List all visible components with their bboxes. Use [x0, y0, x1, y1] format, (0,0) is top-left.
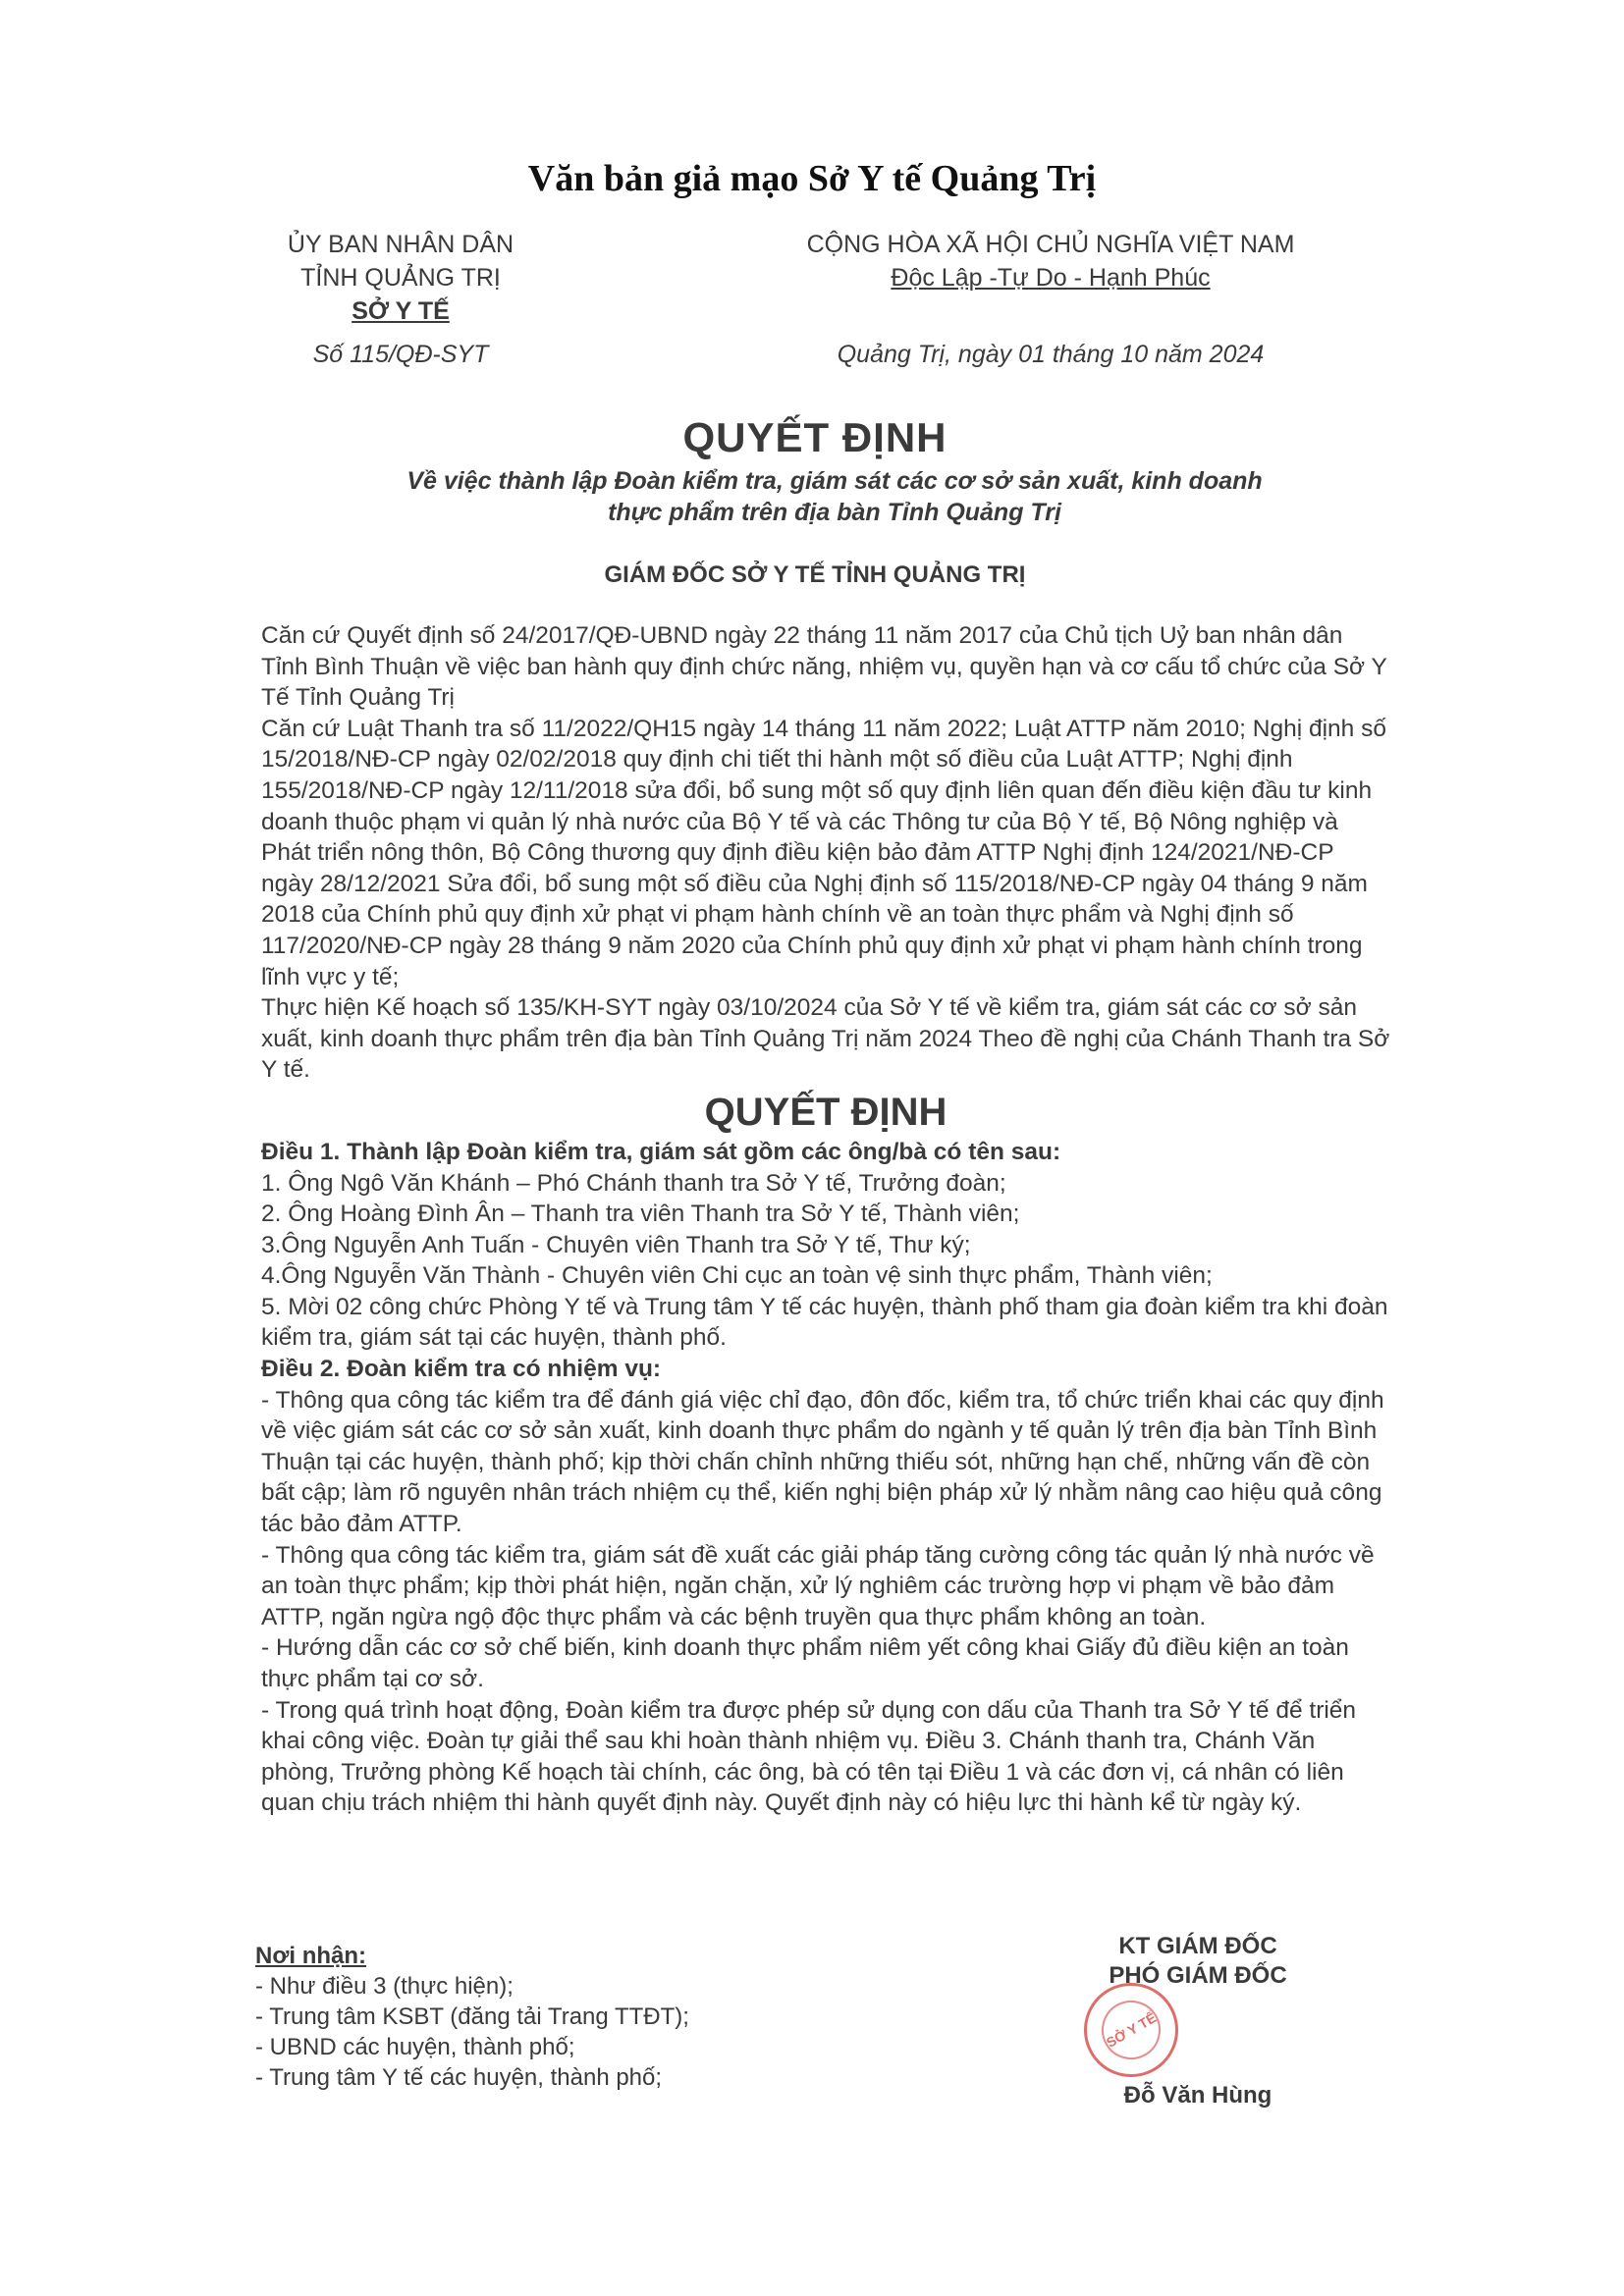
province-line: TỈNH QUẢNG TRỊ	[300, 264, 501, 292]
document-scan	[226, 228, 1404, 2152]
recipient-item: - UBND các huyện, thành phố;	[255, 2034, 575, 2060]
document-number: Số 115/QĐ-SYT	[312, 341, 489, 368]
authority-line: ỦY BAN NHÂN DÂN	[287, 231, 514, 258]
subtitle-line-1: Về việc thành lập Đoàn kiểm tra, giám sát các cơ sở sản xuất, kinh doanh	[406, 467, 1263, 495]
signature-title-2: PHÓ GIÁM ĐỐC	[1109, 1962, 1287, 1989]
director-heading: GIÁM ĐỐC SỞ Y TẾ TỈNH QUẢNG TRỊ	[604, 561, 1026, 588]
duty-item: - Thông qua công tác kiểm tra, giám sát đề xuất các giải pháp tăng cường công tác quản lý nhà nước về an toàn thực phẩm; kịp thời phát hiện, ngăn chặn, xử lý nghiêm các trường hợp vi phạm về bảo đảm ATTP, ngăn ngừa ngộ độc thực phẩm và các bệnh truyền qua thực phẩm không an toàn.	[261, 1541, 1375, 1630]
member-item: 1. Ông Ngô Văn Khánh – Phó Chánh thanh tra Sở Y tế, Trưởng đoàn;	[261, 1169, 1006, 1197]
article-2-title: Điều 2. Đoàn kiểm tra có nhiệm vụ:	[261, 1356, 662, 1383]
duty-item: - Thông qua công tác kiểm tra để đánh giá việc chỉ đạo, đôn đốc, kiểm tra, tổ chức triển khai các quy định về việc giám sát các cơ sở sản xuất, kinh doanh thực phẩm do ngành y tế quản lý trên địa bàn Tỉnh Bình Thuận tại các huyện, thành phố; kịp thời chấn chỉnh những thiếu sót, những hạn chế, những vấn đề còn bất cập; làm rõ nguyên nhân trách nhiệm cụ thể, kiến nghị biện pháp xử lý nhằm nâng cao hiệu quả công tác bảo đảm ATTP.	[261, 1386, 1384, 1538]
signer-name: Đỗ Văn Hùng	[1123, 2082, 1272, 2109]
header-left	[244, 228, 558, 371]
document-subtitle	[344, 465, 1326, 528]
department-name: SỞ Y TẾ	[352, 297, 450, 325]
article-1-title: Điều 1. Thành lập Đoàn kiểm tra, giám sát gồm các ông/bà có tên sau:	[261, 1138, 1061, 1165]
seal-text: SỞ Y TẾ	[1091, 1990, 1171, 2070]
national-motto: Độc Lập -Tự Do - Hạnh Phúc	[891, 264, 1211, 292]
document-date: Quảng Trị, ngày 01 tháng 10 năm 2024	[837, 341, 1265, 368]
subtitle-line-2: thực phẩm trên địa bàn Tỉnh Quảng Trị	[608, 499, 1061, 526]
document-title: QUYẾT ĐỊNH	[682, 414, 947, 460]
recipients-heading: Nơi nhận:	[255, 1943, 367, 1969]
member-item: 2. Ông Hoàng Đình Ân – Thanh tra viên Thanh tra Sở Y tế, Thành viên;	[261, 1201, 1020, 1228]
basis-paragraph: Căn cứ Luật Thanh tra số 11/2022/QH15 ngày 14 tháng 11 năm 2022; Luật ATTP năm 2010; Nghị định số 15/2018/NĐ-CP ngày 02/02/2018 quy định chi tiết thi hành một số điều của Luật ATTP; Nghị định 155/2018/NĐ-CP ngày 12/11/2018 sửa đổi, bổ sung một số quy định liên quan đến điều kiện đầu tư kinh doanh thuộc phạm vi quản lý nhà nước của Bộ Y tế và các Thông tư của Bộ Y tế, Bộ Nông nghiệp và Phát triển nông thôn, Bộ Công thương quy định điều kiện bảo đảm ATTP Nghị định 124/2021/NĐ-CP ngày 28/12/2021 Sửa đổi, bổ sung một số điều của Nghị định số 115/2018/NĐ-CP ngày 04 tháng 9 năm 2018 của Chính phủ quy định xử phạt vi phạm hành chính về an toàn thực phẩm và Nghị định số 117/2020/NĐ-CP ngày 28 tháng 9 năm 2020 của Chính phủ quy định xử phạt vi phạm hành chính trong lĩnh vực y tế;	[261, 715, 1386, 990]
red-seal-stamp	[1084, 1983, 1178, 2077]
decision-heading: QUYẾT ĐỊNH	[704, 1090, 947, 1134]
basis-paragraph: Căn cứ Quyết định số 24/2017/QĐ-UBND ngày 22 tháng 11 năm 2017 của Chủ tịch Uỷ ban nhân dân Tỉnh Bình Thuận về việc ban hành quy định chức năng, nhiệm vụ, quyền hạn và cơ cấu tổ chức của Sở Y Tế Tỉnh Quảng Trị	[261, 622, 1387, 712]
national-title: CỘNG HÒA XÃ HỘI CHỦ NGHĨA VIỆT NAM	[806, 231, 1295, 258]
signature-title-1: KT GIÁM ĐỐC	[1118, 1933, 1277, 1959]
member-item: 4.Ông Nguyễn Văn Thành - Chuyên viên Chi cục an toàn vệ sinh thực phẩm, Thành viên;	[261, 1262, 1213, 1290]
recipient-item: - Trung tâm KSBT (đăng tải Trang TTĐT);	[255, 2003, 689, 2030]
recipient-item: - Như điều 3 (thực hiện);	[255, 1973, 514, 2000]
page-title: Văn bản giả mạo Sở Y tế Quảng Trị	[527, 158, 1097, 199]
duty-item: - Trong quá trình hoạt động, Đoàn kiểm tra được phép sử dụng con dấu của Thanh tra Sở Y tế để triển khai công việc. Đoàn tự giải thể sau khi hoàn thành nhiệm vụ. Điều 3. Chánh thanh tra, Chánh Văn phòng, Trưởng phòng Kế hoạch tài chính, các ông, bà có tên tại Điều 1 và các đơn vị, cá nhân có liên quan chịu trách nhiệm thi hành quyết định này. Quyết định này có hiệu lực thi hành kể từ ngày ký.	[261, 1696, 1357, 1817]
recipient-item: - Trung tâm Y tế các huyện, thành phố;	[255, 2064, 663, 2091]
document-body	[261, 620, 1390, 1819]
member-item: 3.Ông Nguyễn Anh Tuấn - Chuyên viên Thanh tra Sở Y tế, Thư ký;	[261, 1231, 971, 1258]
basis-paragraph: Thực hiện Kế hoạch số 135/KH-SYT ngày 03/10/2024 của Sở Y tế về kiểm tra, giám sát các cơ sở sản xuất, kinh doanh thực phẩm trên địa bàn Tỉnh Quảng Trị năm 2024 Theo đề nghị của Chánh Thanh tra Sở Y tế.	[261, 994, 1390, 1084]
recipients-block	[255, 1941, 844, 2093]
header-right	[736, 228, 1365, 371]
member-item: 5. Mời 02 công chức Phòng Y tế và Trung tâm Y tế các huyện, thành phố tham gia đoàn kiểm tra khi đoàn kiểm tra, giám sát tại các huyện, thành phố.	[261, 1293, 1388, 1352]
duty-item: - Hướng dẫn các cơ sở chế biến, kinh doanh thực phẩm niêm yết công khai Giấy đủ điều kiện an toàn thực phẩm tại cơ sở.	[261, 1634, 1349, 1692]
